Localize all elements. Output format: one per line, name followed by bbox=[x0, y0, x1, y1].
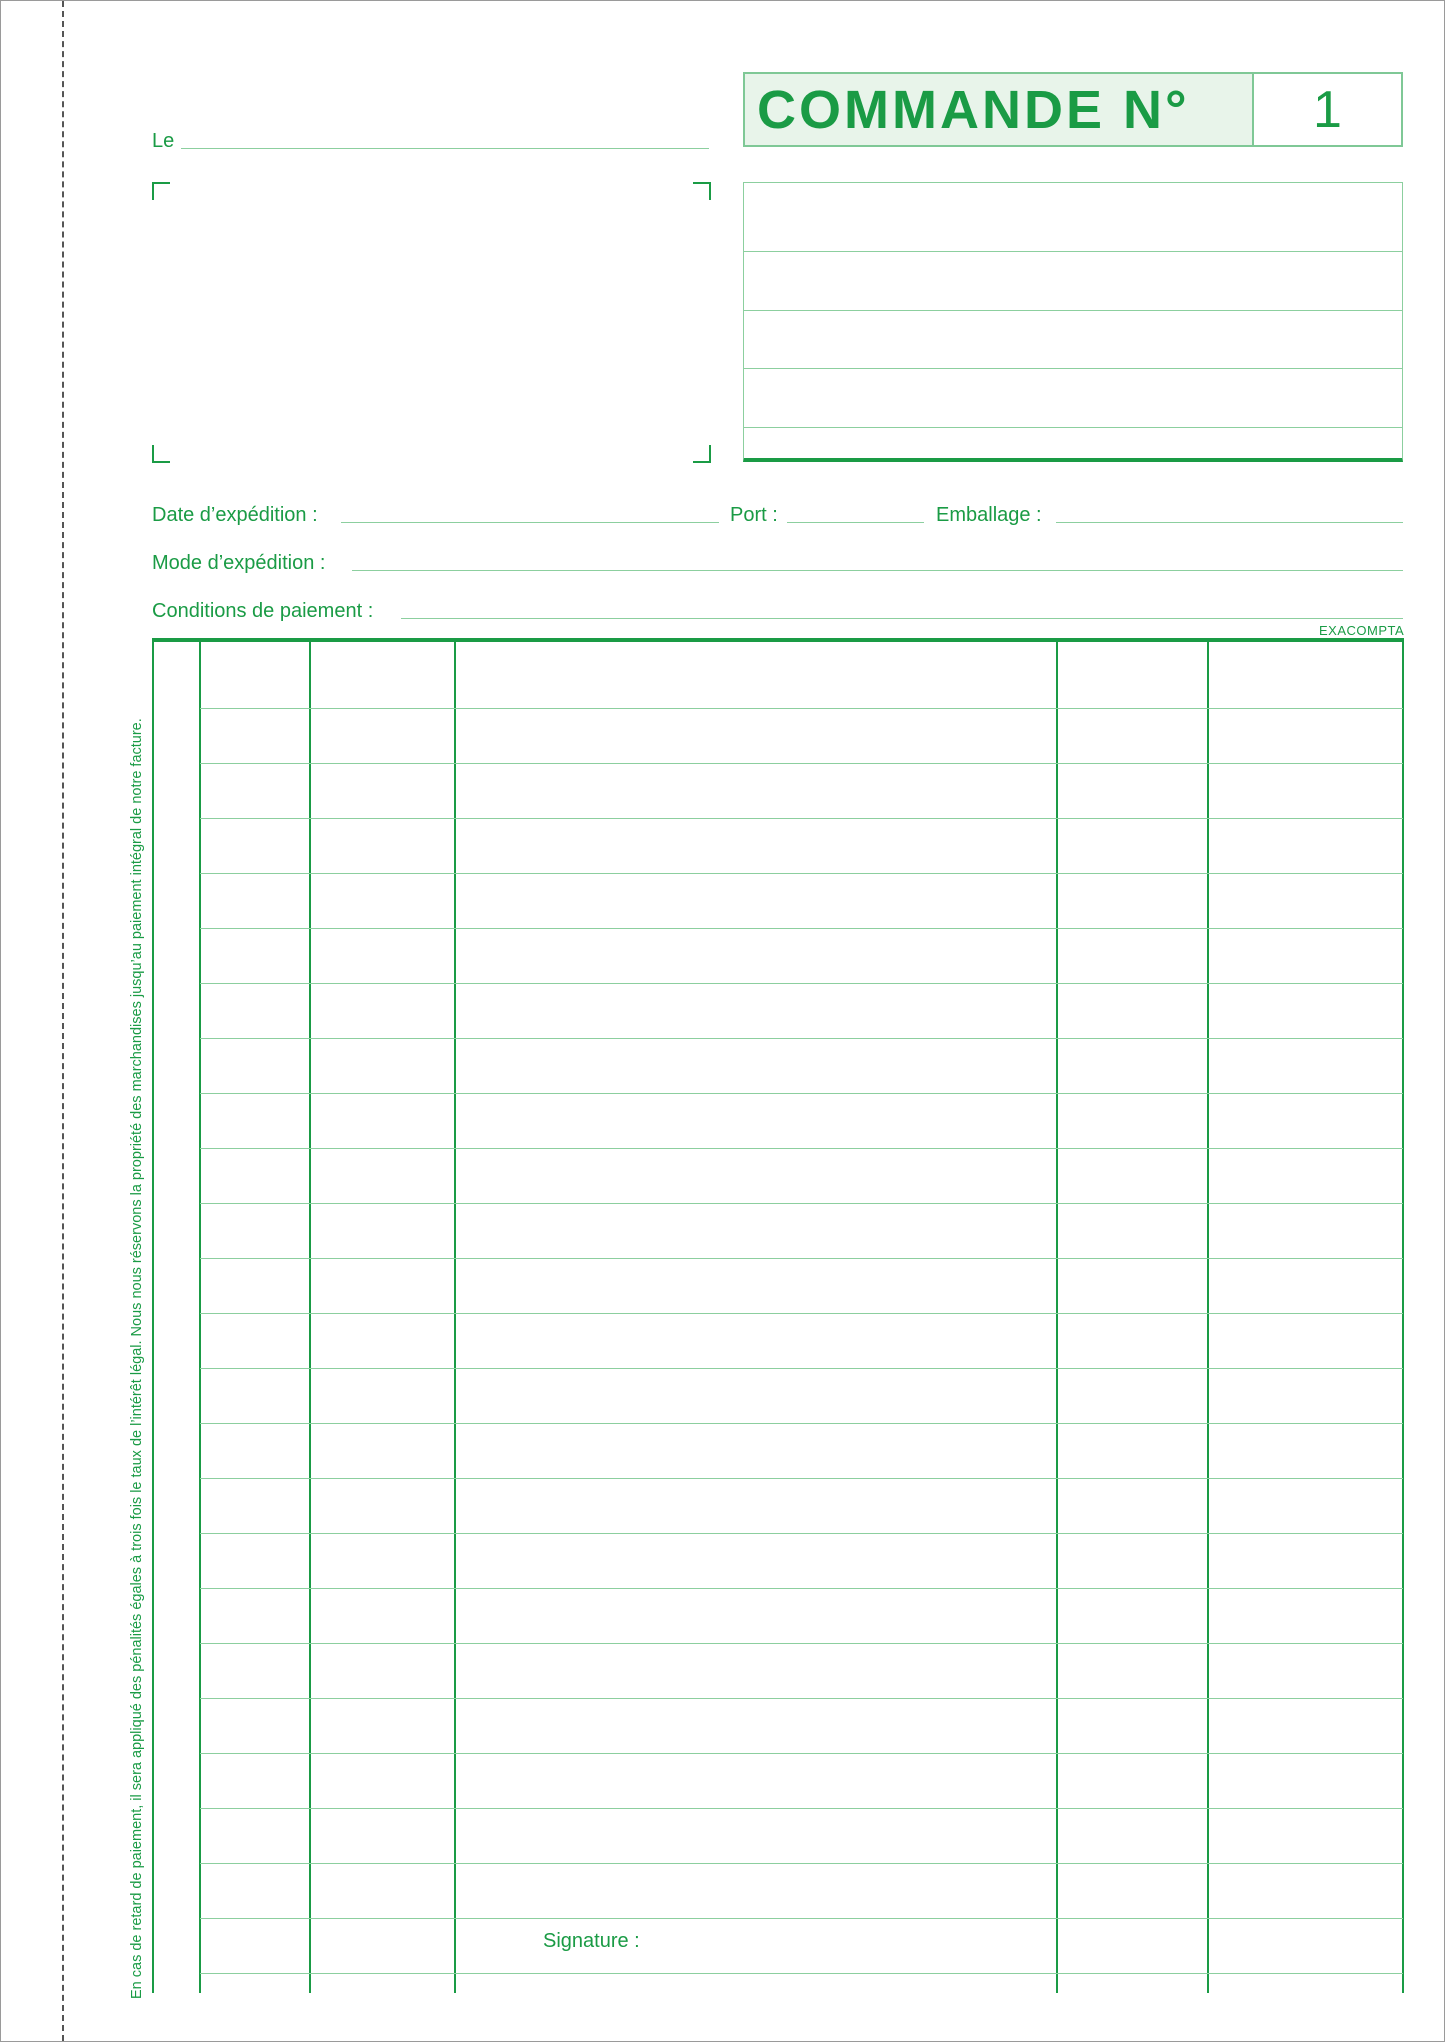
table-row[interactable] bbox=[200, 1698, 1403, 1699]
column-divider bbox=[309, 640, 311, 1993]
payment-terms-field-line[interactable] bbox=[401, 618, 1403, 619]
legal-note: En cas de retard de paiement, il sera appliqué des pénalités égales à trois fois le taux de l’intérêt légal. Nous nous réservons la propriété des marchandises jusqu’au paiement intégral de notre facture. bbox=[129, 718, 145, 1999]
supplier-address-box[interactable] bbox=[743, 182, 1403, 462]
table-row[interactable] bbox=[200, 763, 1403, 764]
table-row[interactable] bbox=[200, 818, 1403, 819]
signature-label: Signature : bbox=[543, 1930, 640, 1952]
table-row[interactable] bbox=[200, 1148, 1403, 1149]
table-row[interactable] bbox=[200, 873, 1403, 874]
brand-mark: EXACOMPTA bbox=[1319, 623, 1405, 638]
table-row[interactable] bbox=[200, 928, 1403, 929]
table-row[interactable] bbox=[200, 1863, 1403, 1864]
order-title: COMMANDE N° bbox=[745, 74, 1254, 145]
order-number: 1 bbox=[1313, 80, 1342, 139]
table-row[interactable] bbox=[200, 1753, 1403, 1754]
column-divider bbox=[152, 640, 154, 1993]
column-divider bbox=[199, 640, 201, 1993]
date-field-line[interactable] bbox=[181, 148, 709, 149]
column-divider bbox=[1056, 640, 1058, 1993]
table-row[interactable] bbox=[200, 1038, 1403, 1039]
shipping-mode-field-line[interactable] bbox=[352, 570, 1403, 571]
table-row[interactable] bbox=[200, 1423, 1403, 1424]
port-label: Port : bbox=[730, 504, 778, 526]
address-line bbox=[744, 310, 1402, 311]
table-row[interactable] bbox=[200, 1478, 1403, 1479]
perforation-line bbox=[62, 1, 64, 2041]
shipping-mode-label: Mode d’expédition : bbox=[152, 552, 326, 574]
payment-terms-label: Conditions de paiement : bbox=[152, 600, 374, 622]
address-line bbox=[744, 368, 1402, 369]
date-label: Le bbox=[152, 130, 175, 152]
table-row[interactable] bbox=[200, 1643, 1403, 1644]
packaging-field-line[interactable] bbox=[1056, 522, 1403, 523]
shipping-date-label: Date d’expédition : bbox=[152, 504, 318, 526]
table-row[interactable] bbox=[200, 1973, 1403, 1974]
table-row[interactable] bbox=[200, 708, 1403, 709]
table-row[interactable] bbox=[200, 1368, 1403, 1369]
corner-mark-top-left bbox=[152, 182, 170, 200]
table-row[interactable] bbox=[200, 1258, 1403, 1259]
packaging-label: Emballage : bbox=[936, 504, 1042, 526]
table-row[interactable] bbox=[200, 1808, 1403, 1809]
address-line bbox=[744, 427, 1402, 428]
port-field-line[interactable] bbox=[787, 522, 924, 523]
column-divider bbox=[454, 640, 456, 1993]
corner-mark-bottom-left bbox=[152, 445, 170, 463]
corner-mark-bottom-right bbox=[693, 445, 711, 463]
shipping-date-field-line[interactable] bbox=[341, 522, 719, 523]
table-row[interactable] bbox=[200, 1533, 1403, 1534]
table-row[interactable] bbox=[200, 983, 1403, 984]
table-row[interactable] bbox=[200, 1203, 1403, 1204]
column-divider bbox=[1207, 640, 1209, 1993]
table-top-rule bbox=[152, 638, 1404, 642]
column-divider bbox=[1402, 640, 1404, 1993]
table-row[interactable] bbox=[200, 1093, 1403, 1094]
order-title-box bbox=[743, 72, 1403, 147]
table-row[interactable] bbox=[200, 1313, 1403, 1314]
table-row[interactable] bbox=[200, 1588, 1403, 1589]
table-row[interactable] bbox=[200, 1918, 1403, 1919]
address-line bbox=[744, 251, 1402, 252]
corner-mark-top-right bbox=[693, 182, 711, 200]
